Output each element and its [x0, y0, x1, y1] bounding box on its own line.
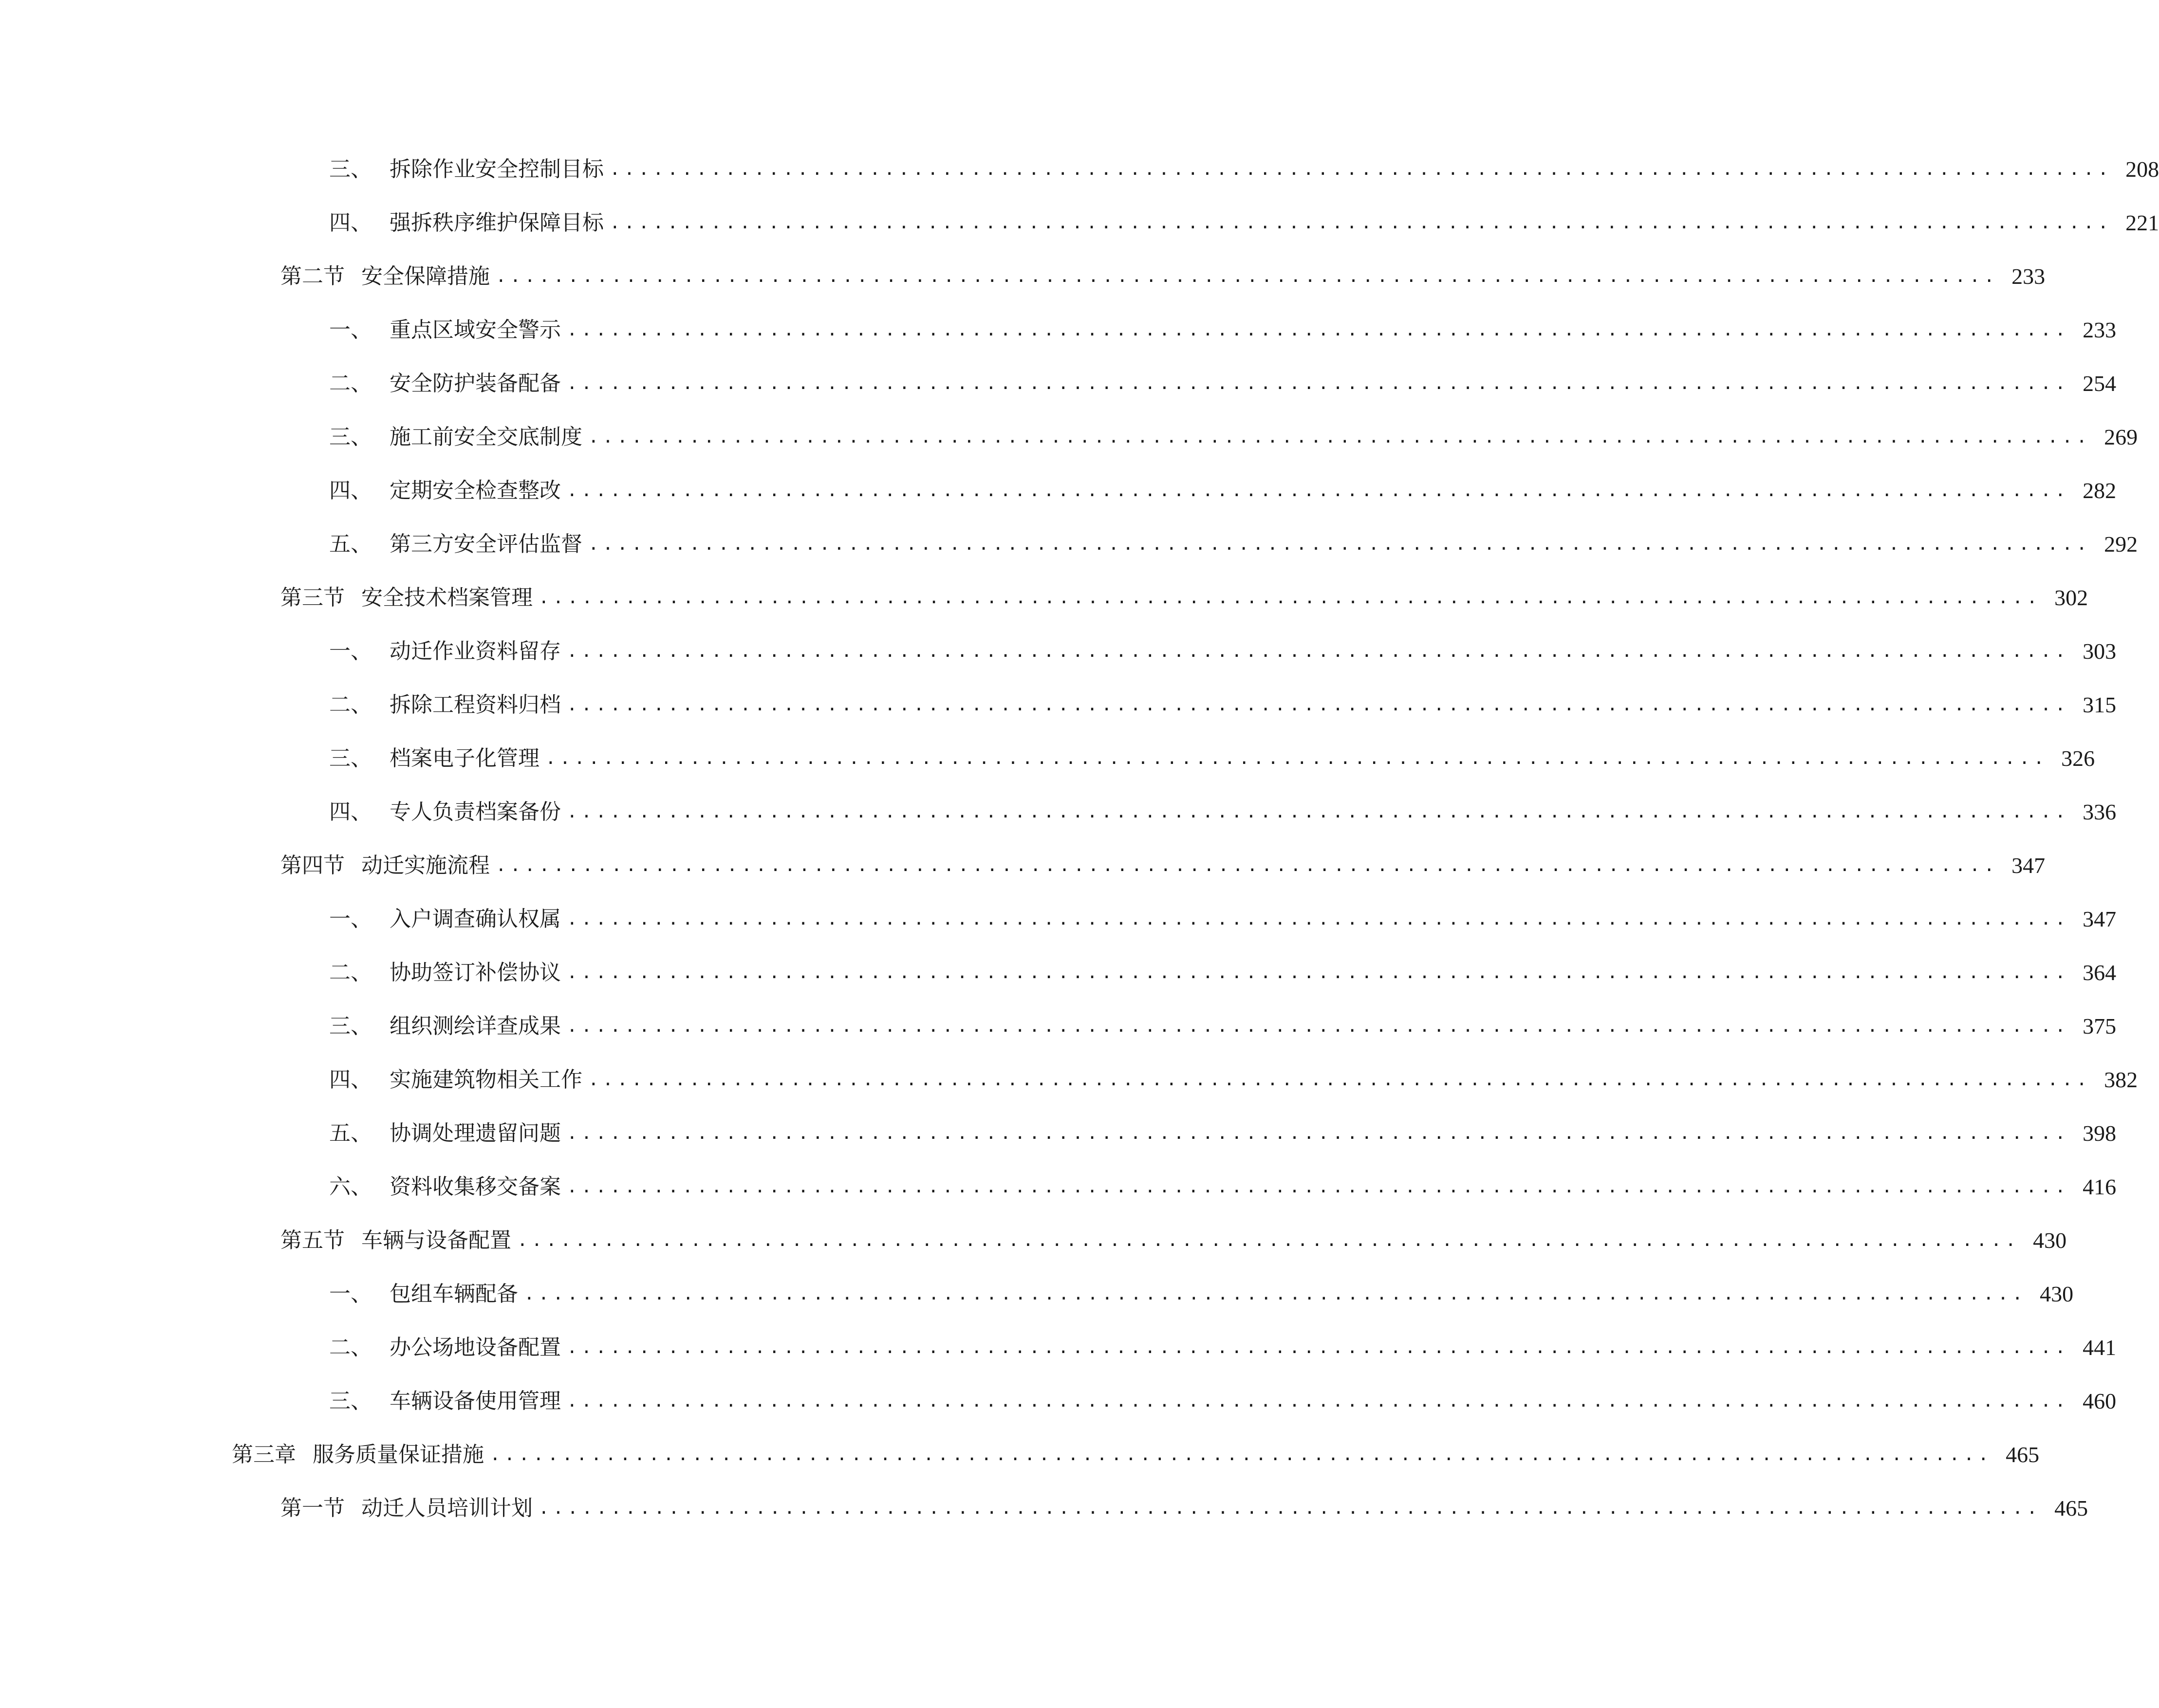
dot-leader: ........................................................................................................ [588, 1070, 2091, 1090]
toc-entry[interactable] [280, 846, 2046, 885]
toc-entry-prefix: 第三章 [232, 1442, 296, 1467]
toc-entry-title: 服务质量保证措施 [313, 1442, 484, 1467]
toc-entry-page: 465 [2054, 1496, 2088, 1521]
toc-entry-page: 315 [2083, 692, 2117, 717]
toc-entry-page: 302 [2054, 585, 2088, 610]
toc-entry-page: 398 [2083, 1121, 2117, 1146]
toc-entry-title: 组织测绘详查成果 [390, 1014, 561, 1039]
dot-leader: ........................................................................................................ [567, 320, 2070, 340]
toc-entry-prefix: 四、 [329, 799, 372, 824]
dot-leader: ........................................................................................................ [517, 1230, 2020, 1250]
dot-leader: ........................................................................................................ [567, 1391, 2070, 1411]
toc-entry-prefix: 三、 [329, 1389, 372, 1413]
dot-leader: ........................................................................................................ [524, 1284, 2027, 1304]
toc-entry[interactable] [329, 150, 2159, 189]
dot-leader: ........................................................................................................ [567, 695, 2070, 715]
dot-leader: ........................................................................................................ [539, 588, 2042, 608]
toc-entry-title: 办公场地设备配置 [390, 1335, 561, 1360]
toc-entry-title: 施工前安全交底制度 [390, 425, 582, 449]
toc-entry-prefix: 第二节 [280, 264, 345, 289]
toc-entry-title: 协调处理遗留问题 [390, 1121, 561, 1146]
toc-entry-prefix: 三、 [329, 425, 372, 449]
toc-entry-prefix: 二、 [329, 692, 372, 717]
dot-leader: ........................................................................................................ [588, 427, 2091, 447]
toc-entry-title: 档案电子化管理 [390, 746, 540, 771]
toc-entry[interactable] [329, 739, 2095, 778]
toc-entry[interactable] [329, 311, 2117, 350]
toc-entry[interactable] [280, 578, 2088, 617]
toc-entry[interactable] [329, 364, 2117, 403]
toc-entry-page: 208 [2125, 157, 2159, 182]
toc-entry[interactable] [329, 1007, 2117, 1046]
toc-entry-page: 416 [2083, 1174, 2117, 1199]
toc-entry-title: 强拆秩序维护保障目标 [390, 210, 604, 235]
toc-entry[interactable] [280, 1221, 2067, 1260]
dot-leader: ........................................................................................................ [545, 748, 2048, 768]
toc-entry-prefix: 二、 [329, 960, 372, 985]
dot-leader: ........................................................................................................ [567, 373, 2070, 393]
toc-entry-prefix: 第四节 [280, 853, 345, 878]
toc-entry[interactable] [329, 471, 2117, 510]
toc-entry-prefix: 四、 [329, 1067, 372, 1092]
toc-entry-page: 303 [2083, 639, 2117, 664]
dot-leader: ........................................................................................................ [610, 213, 2113, 233]
toc-entry-page: 254 [2083, 371, 2117, 396]
dot-leader: ........................................................................................................ [567, 909, 2070, 929]
toc-entry-page: 375 [2083, 1014, 2117, 1039]
toc-entry-prefix: 三、 [329, 157, 372, 182]
toc-entry-prefix: 二、 [329, 1335, 372, 1360]
toc-entry-title: 协助签订补偿协议 [390, 960, 561, 985]
dot-leader: ........................................................................................................ [567, 1337, 2070, 1357]
toc-entry-title: 拆除工程资料归档 [390, 692, 561, 717]
toc-entry-title: 车辆设备使用管理 [390, 1389, 561, 1413]
toc-entry-title: 拆除作业安全控制目标 [390, 157, 604, 182]
toc-entry-page: 441 [2083, 1335, 2117, 1360]
toc-entry-prefix: 五、 [329, 1121, 372, 1146]
toc-entry-title: 定期安全检查整改 [390, 478, 561, 503]
toc-entry[interactable] [329, 900, 2117, 939]
toc-entry-page: 292 [2104, 532, 2138, 557]
toc-entry-prefix: 六、 [329, 1174, 372, 1199]
toc-entry-prefix: 第三节 [280, 585, 345, 610]
toc-entry-prefix: 第一节 [280, 1496, 345, 1521]
toc-entry-page: 382 [2104, 1067, 2138, 1092]
toc-entry-page: 364 [2083, 960, 2117, 985]
toc-entry-page: 233 [2083, 317, 2117, 342]
toc-entry-title: 安全保障措施 [361, 264, 490, 289]
toc-entry-page: 430 [2040, 1281, 2074, 1306]
toc-entry-page: 233 [2011, 264, 2046, 289]
dot-leader: ........................................................................................................ [567, 963, 2070, 983]
toc-entry[interactable] [280, 257, 2046, 296]
toc-entry-title: 资料收集移交备案 [390, 1174, 561, 1199]
toc-entry-prefix: 四、 [329, 210, 372, 235]
toc-entry[interactable] [329, 418, 2138, 457]
toc-entry[interactable] [329, 525, 2138, 564]
toc-entry[interactable] [329, 953, 2117, 992]
toc-entry[interactable] [329, 1060, 2138, 1099]
dot-leader: ........................................................................................................ [567, 1016, 2070, 1036]
toc-entry-prefix: 三、 [329, 746, 372, 771]
toc-entry[interactable] [329, 1114, 2117, 1153]
dot-leader: ........................................................................................................ [610, 159, 2113, 179]
toc-entry-title: 动迁人员培训计划 [361, 1496, 533, 1521]
toc-entry-page: 282 [2083, 478, 2117, 503]
toc-entry-title: 车辆与设备配置 [361, 1228, 511, 1253]
toc-entry-title: 包组车辆配备 [390, 1281, 518, 1306]
dot-leader: ........................................................................................................ [496, 855, 1999, 875]
toc-entry[interactable] [329, 204, 2159, 242]
toc-entry-prefix: 五、 [329, 532, 372, 557]
toc-entry[interactable] [329, 632, 2117, 671]
toc-entry[interactable] [329, 1382, 2117, 1421]
toc-entry-page: 269 [2104, 425, 2138, 449]
toc-entry-title: 动迁作业资料留存 [390, 639, 561, 664]
toc-entry-prefix: 第五节 [280, 1228, 345, 1253]
dot-leader: ........................................................................................................ [567, 481, 2070, 501]
toc-entry[interactable] [329, 686, 2117, 724]
toc-entry[interactable] [329, 793, 2117, 832]
dot-leader: ........................................................................................................ [490, 1445, 1993, 1465]
dot-leader: ........................................................................................................ [567, 641, 2070, 661]
toc-entry-title: 专人负责档案备份 [390, 799, 561, 824]
toc-entry-prefix: 一、 [329, 907, 372, 931]
toc-entry-title: 安全防护装备配备 [390, 371, 561, 396]
toc-entry-prefix: 二、 [329, 371, 372, 396]
toc-entry-prefix: 一、 [329, 1281, 372, 1306]
toc-entry-title: 入户调查确认权属 [390, 907, 561, 931]
dot-leader: ........................................................................................................ [539, 1498, 2042, 1518]
dot-leader: ........................................................................................................ [567, 802, 2070, 822]
dot-leader: ........................................................................................................ [588, 534, 2091, 554]
toc-entry-prefix: 一、 [329, 639, 372, 664]
toc-entry[interactable] [329, 1275, 2074, 1314]
dot-leader: ........................................................................................................ [496, 266, 1999, 286]
toc-entry-page: 347 [2011, 853, 2046, 878]
toc-entry[interactable] [329, 1328, 2117, 1367]
toc-entry-prefix: 四、 [329, 478, 372, 503]
toc-entry-page: 221 [2125, 210, 2159, 235]
toc-entry-page: 430 [2033, 1228, 2067, 1253]
toc-entry-prefix: 一、 [329, 317, 372, 342]
toc-entry-title: 重点区域安全警示 [390, 317, 561, 342]
toc-entry-page: 336 [2083, 799, 2117, 824]
toc-entry-title: 实施建筑物相关工作 [390, 1067, 582, 1092]
dot-leader: ........................................................................................................ [567, 1177, 2070, 1197]
toc-entry-title: 动迁实施流程 [361, 853, 490, 878]
toc-entry-title: 第三方安全评估监督 [390, 532, 582, 557]
toc-entry-prefix: 三、 [329, 1014, 372, 1039]
dot-leader: ........................................................................................................ [567, 1123, 2070, 1143]
toc-entry-page: 347 [2083, 907, 2117, 931]
toc-entry-page: 465 [2006, 1442, 2040, 1467]
toc-entry-page: 326 [2061, 746, 2095, 771]
toc-entry[interactable] [329, 1168, 2117, 1207]
toc-entry-page: 460 [2083, 1389, 2117, 1413]
toc-entry[interactable] [232, 1435, 2040, 1474]
toc-entry[interactable] [280, 1489, 2088, 1528]
toc-entry-title: 安全技术档案管理 [361, 585, 533, 610]
